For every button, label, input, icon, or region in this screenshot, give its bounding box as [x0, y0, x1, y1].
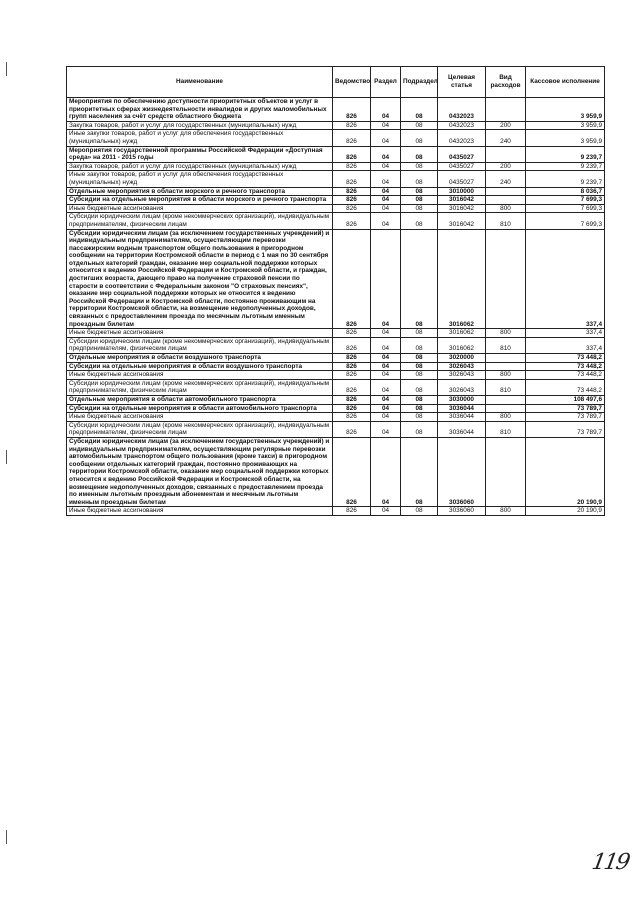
- table-cell-razdel: 04: [371, 362, 401, 371]
- table-cell-name: Отдельные мероприятия в области воздушного транспорта: [67, 354, 333, 363]
- table-cell-amount: 3 959,9: [526, 121, 605, 130]
- table-cell-name: Иные бюджетные ассигнования: [67, 507, 333, 516]
- table-cell-name: Закупка товаров, работ и услуг для государственных (муниципальных) нужд: [67, 121, 333, 130]
- header-podrazdel: Подраздел: [401, 67, 438, 98]
- table-cell-podrazdel: 08: [401, 98, 438, 122]
- table-cell-amount: 20 190,9: [526, 437, 605, 506]
- table-cell-vedomstvo: 826: [333, 98, 371, 122]
- table-cell-target: 3036060: [438, 437, 486, 506]
- table-cell-vedomstvo: 826: [333, 421, 371, 437]
- table-cell-vid: [486, 437, 526, 506]
- table-cell-amount: 337,4: [526, 229, 605, 329]
- header-name: Наименование: [67, 67, 333, 98]
- table-cell-target: 3010000: [438, 187, 486, 196]
- table-cell-name: Субсидии юридическим лицам (кроме некоммерческих организаций), индивидуальным предпринимателям, физическим лицам: [67, 213, 333, 229]
- table-row: [67, 121, 605, 130]
- table-cell-name: Иные бюджетные ассигнования: [67, 204, 333, 213]
- table-row: [67, 229, 605, 329]
- table-cell-target: 0435027: [438, 162, 486, 171]
- table-cell-vedomstvo: 826: [333, 187, 371, 196]
- table-cell-vid: 810: [486, 337, 526, 353]
- table-cell-amount: 73 789,7: [526, 421, 605, 437]
- table-cell-target: 0435027: [438, 171, 486, 187]
- table-cell-vedomstvo: 826: [333, 146, 371, 162]
- table-cell-vedomstvo: 826: [333, 437, 371, 506]
- table-cell-target: 0432023: [438, 130, 486, 146]
- table-cell-vid: [486, 395, 526, 404]
- table-cell-razdel: 04: [371, 421, 401, 437]
- table-cell-razdel: 04: [371, 329, 401, 338]
- table-cell-target: 3036044: [438, 413, 486, 422]
- table-cell-target: 3026043: [438, 362, 486, 371]
- table-cell-target: 3016042: [438, 204, 486, 213]
- table-cell-vid: [486, 229, 526, 329]
- table-cell-razdel: 04: [371, 98, 401, 122]
- table-cell-podrazdel: 08: [401, 162, 438, 171]
- table-cell-target: 3016042: [438, 213, 486, 229]
- table-cell-amount: 73 789,7: [526, 404, 605, 413]
- table-cell-razdel: 04: [371, 413, 401, 422]
- margin-mark: [6, 450, 7, 464]
- table-cell-vedomstvo: 826: [333, 395, 371, 404]
- table-cell-vedomstvo: 826: [333, 204, 371, 213]
- table-cell-razdel: 04: [371, 187, 401, 196]
- table-cell-podrazdel: 08: [401, 130, 438, 146]
- table-cell-vedomstvo: 826: [333, 337, 371, 353]
- table-cell-target: 3016042: [438, 196, 486, 205]
- table-row: [67, 362, 605, 371]
- table-cell-name: Мероприятия государственной программы Российской Федерации «Доступная среда» на 2011 - 2015 годы: [67, 146, 333, 162]
- table-cell-podrazdel: 08: [401, 121, 438, 130]
- table-cell-amount: 73 448,2: [526, 371, 605, 380]
- table-cell-name: Отдельные мероприятия в области морского и речного транспорта: [67, 187, 333, 196]
- table-cell-amount: 8 036,7: [526, 187, 605, 196]
- table-cell-target: 3036060: [438, 507, 486, 516]
- table-cell-razdel: 04: [371, 130, 401, 146]
- table-cell-vid: 240: [486, 130, 526, 146]
- table-cell-name: Мероприятия по обеспечению доступности приоритетных объектов и услуг в приоритетных сферах жизнедеятельности инвалидов и других маломобильных групп населения за счёт средств областного бюджета: [67, 98, 333, 122]
- table-cell-podrazdel: 08: [401, 196, 438, 205]
- table-cell-target: 0432023: [438, 98, 486, 122]
- page-number: 119: [589, 850, 631, 875]
- table-cell-vid: [486, 362, 526, 371]
- table-cell-vedomstvo: 826: [333, 162, 371, 171]
- table-cell-vid: [486, 98, 526, 122]
- table-row: [67, 354, 605, 363]
- table-cell-razdel: 04: [371, 379, 401, 395]
- table-cell-podrazdel: 08: [401, 213, 438, 229]
- table-cell-amount: 73 448,2: [526, 354, 605, 363]
- table-cell-vedomstvo: 826: [333, 229, 371, 329]
- table-cell-vedomstvo: 826: [333, 413, 371, 422]
- table-cell-amount: 9 239,7: [526, 146, 605, 162]
- table-cell-amount: 9 239,7: [526, 162, 605, 171]
- table-cell-target: 3020000: [438, 354, 486, 363]
- table-cell-podrazdel: 08: [401, 379, 438, 395]
- table-cell-target: 3016062: [438, 329, 486, 338]
- table-cell-vedomstvo: 826: [333, 404, 371, 413]
- table-cell-vedomstvo: 826: [333, 171, 371, 187]
- table-cell-razdel: 04: [371, 196, 401, 205]
- table-cell-target: 3016062: [438, 337, 486, 353]
- table-cell-razdel: 04: [371, 371, 401, 380]
- table-cell-podrazdel: 08: [401, 371, 438, 380]
- table-row: [67, 162, 605, 171]
- table-row: [67, 421, 605, 437]
- table-cell-vedomstvo: 826: [333, 354, 371, 363]
- table-cell-vid: 800: [486, 371, 526, 380]
- header-amount: Кассовое исполнение: [526, 67, 605, 98]
- table-cell-razdel: 04: [371, 404, 401, 413]
- table-cell-target: 3030000: [438, 395, 486, 404]
- table-header-row: [67, 67, 605, 98]
- table-cell-name: Субсидии на отдельные мероприятия в области автомобильного транспорта: [67, 404, 333, 413]
- table-cell-amount: 9 239,7: [526, 171, 605, 187]
- table-cell-amount: 3 959,9: [526, 130, 605, 146]
- table-cell-podrazdel: 08: [401, 204, 438, 213]
- table-cell-vedomstvo: 826: [333, 362, 371, 371]
- table-cell-name: Субсидии юридическим лицам (кроме некоммерческих организаций), индивидуальным предпринимателям, физическим лицам: [67, 379, 333, 395]
- table-cell-podrazdel: 08: [401, 187, 438, 196]
- table-cell-vid: [486, 146, 526, 162]
- table-cell-razdel: 04: [371, 337, 401, 353]
- table-cell-vid: 810: [486, 421, 526, 437]
- table-cell-vid: 810: [486, 213, 526, 229]
- table-cell-name: Субсидии юридическим лицам (за исключением государственных учреждений) и индивидуальным предпринимателям, осуществляющим регулярные перевозки автомобильным транспортом общего пользования (кроме такси) в пригородном сообщении отдельных категорий граждан, постоянно проживающих на территории Костромской области, оказание мер социальной поддержки которых относится к ведению Российской Федерации и Костромской области, на возмещение недополученных доходов, связанных с предоставлением проезда по именным льготным проездным абонементам и месячным льготным именным проездным билетам: [67, 437, 333, 506]
- table-cell-amount: 73 448,2: [526, 362, 605, 371]
- table-cell-vedomstvo: 826: [333, 507, 371, 516]
- header-vid: Вид расходов: [486, 67, 526, 98]
- table-cell-name: Субсидии на отдельные мероприятия в области воздушного транспорта: [67, 362, 333, 371]
- table-cell-name: Иные бюджетные ассигнования: [67, 413, 333, 422]
- table-row: [67, 213, 605, 229]
- table-row: [67, 187, 605, 196]
- table-cell-vedomstvo: 826: [333, 196, 371, 205]
- table-cell-target: 3026043: [438, 371, 486, 380]
- table-cell-name: Субсидии юридическим лицам (кроме некоммерческих организаций), индивидуальным предпринимателям, физическим лицам: [67, 337, 333, 353]
- table-cell-target: 3016062: [438, 229, 486, 329]
- table-cell-vedomstvo: 826: [333, 329, 371, 338]
- table-cell-vedomstvo: 826: [333, 213, 371, 229]
- margin-mark: [6, 830, 7, 844]
- table-row: [67, 146, 605, 162]
- table-cell-podrazdel: 08: [401, 421, 438, 437]
- table-cell-target: 0435027: [438, 146, 486, 162]
- header-target: Целевая статья: [438, 67, 486, 98]
- table-cell-podrazdel: 08: [401, 329, 438, 338]
- table-cell-vid: 810: [486, 379, 526, 395]
- table-row: [67, 379, 605, 395]
- table-cell-name: Иные закупки товаров, работ и услуг для обеспечения государственных (муниципальных) нужд: [67, 130, 333, 146]
- header-vedomstvo: Ведомство: [333, 67, 371, 98]
- table-cell-name: Иные бюджетные ассигнования: [67, 329, 333, 338]
- table-row: [67, 437, 605, 506]
- table-cell-name: Субсидии юридическим лицам (кроме некоммерческих организаций), индивидуальным предпринимателям, физическим лицам: [67, 421, 333, 437]
- table-cell-razdel: 04: [371, 507, 401, 516]
- table-cell-podrazdel: 08: [401, 507, 438, 516]
- table-cell-vid: 800: [486, 507, 526, 516]
- table-cell-podrazdel: 08: [401, 354, 438, 363]
- table-row: [67, 404, 605, 413]
- table-cell-razdel: 04: [371, 162, 401, 171]
- table-row: [67, 171, 605, 187]
- table-cell-podrazdel: 08: [401, 171, 438, 187]
- table-cell-podrazdel: 08: [401, 437, 438, 506]
- table-cell-amount: 7 699,3: [526, 213, 605, 229]
- table-row: [67, 337, 605, 353]
- table-cell-vid: 200: [486, 121, 526, 130]
- table-row: [67, 98, 605, 122]
- table-cell-razdel: 04: [371, 354, 401, 363]
- table-cell-amount: 7 699,3: [526, 204, 605, 213]
- table-row: [67, 507, 605, 516]
- table-cell-amount: 337,4: [526, 329, 605, 338]
- table-cell-razdel: 04: [371, 229, 401, 329]
- table-row: [67, 413, 605, 422]
- table-cell-target: 0432023: [438, 121, 486, 130]
- table-cell-vid: [486, 404, 526, 413]
- header-razdel: Раздел: [371, 67, 401, 98]
- table-cell-podrazdel: 08: [401, 404, 438, 413]
- table-cell-vid: 800: [486, 413, 526, 422]
- table-cell-vedomstvo: 826: [333, 379, 371, 395]
- table-cell-amount: 20 190,9: [526, 507, 605, 516]
- table-cell-target: 3036044: [438, 421, 486, 437]
- table-cell-name: Иные закупки товаров, работ и услуг для обеспечения государственных (муниципальных) нужд: [67, 171, 333, 187]
- table-cell-razdel: 04: [371, 437, 401, 506]
- table-cell-vid: 800: [486, 204, 526, 213]
- table-cell-razdel: 04: [371, 204, 401, 213]
- table-cell-vedomstvo: 826: [333, 121, 371, 130]
- table-cell-amount: 337,4: [526, 337, 605, 353]
- table-row: [67, 329, 605, 338]
- table-row: [67, 130, 605, 146]
- table-cell-target: 3036044: [438, 404, 486, 413]
- margin-mark: [6, 62, 7, 76]
- table-cell-target: 3026043: [438, 379, 486, 395]
- table-cell-razdel: 04: [371, 395, 401, 404]
- table-cell-razdel: 04: [371, 171, 401, 187]
- table-cell-razdel: 04: [371, 121, 401, 130]
- table-cell-amount: 3 959,9: [526, 98, 605, 122]
- table-cell-vedomstvo: 826: [333, 130, 371, 146]
- table-cell-podrazdel: 08: [401, 146, 438, 162]
- table-row: [67, 371, 605, 380]
- table-cell-vid: 240: [486, 171, 526, 187]
- table-cell-name: Иные бюджетные ассигнования: [67, 371, 333, 380]
- table-cell-podrazdel: 08: [401, 395, 438, 404]
- table-row: [67, 395, 605, 404]
- table-cell-razdel: 04: [371, 146, 401, 162]
- table-cell-vid: [486, 354, 526, 363]
- budget-table: [66, 66, 605, 516]
- table-cell-vid: [486, 196, 526, 205]
- table-row: [67, 204, 605, 213]
- table-cell-name: Субсидии юридическим лицам (за исключением государственных учреждений) и индивидуальным предпринимателям, осуществляющим перевозки пассажирским водным транспортом общего пользования в пригородном сообщении на территории Костромской области в период с 1 мая по 30 сентября отдельных категорий граждан, оказание мер социальной поддержки которых относится к ведению Российской Федерации и Костромской области, и граждан, достигших возраста, дающего право на получение страховой пенсии по старости в соответствии с Федеральным законом "О страховых пенсиях", оказание мер социальной поддержки которых не относится к ведению Российской Федерации и Костромской области, постоянно проживающим на территории Костромской области, на возмещение недополученных доходов, связанных с предоставлением проезда по месячным льготным именным проездным билетам: [67, 229, 333, 329]
- table-cell-vid: [486, 187, 526, 196]
- table-cell-podrazdel: 08: [401, 229, 438, 329]
- table-cell-amount: 73 789,7: [526, 413, 605, 422]
- table-cell-amount: 108 497,6: [526, 395, 605, 404]
- table-cell-podrazdel: 08: [401, 362, 438, 371]
- table-row: [67, 196, 605, 205]
- table-cell-name: Отдельные мероприятия в области автомобильного транспорта: [67, 395, 333, 404]
- table-cell-razdel: 04: [371, 213, 401, 229]
- table-cell-podrazdel: 08: [401, 337, 438, 353]
- table-cell-vid: 200: [486, 162, 526, 171]
- table-cell-amount: 7 699,3: [526, 196, 605, 205]
- table-cell-vedomstvo: 826: [333, 371, 371, 380]
- table-cell-vid: 800: [486, 329, 526, 338]
- table-cell-name: Субсидии на отдельные мероприятия в области морского и речного транспорта: [67, 196, 333, 205]
- table-cell-name: Закупка товаров, работ и услуг для государственных (муниципальных) нужд: [67, 162, 333, 171]
- table-cell-podrazdel: 08: [401, 413, 438, 422]
- table-cell-amount: 73 448,2: [526, 379, 605, 395]
